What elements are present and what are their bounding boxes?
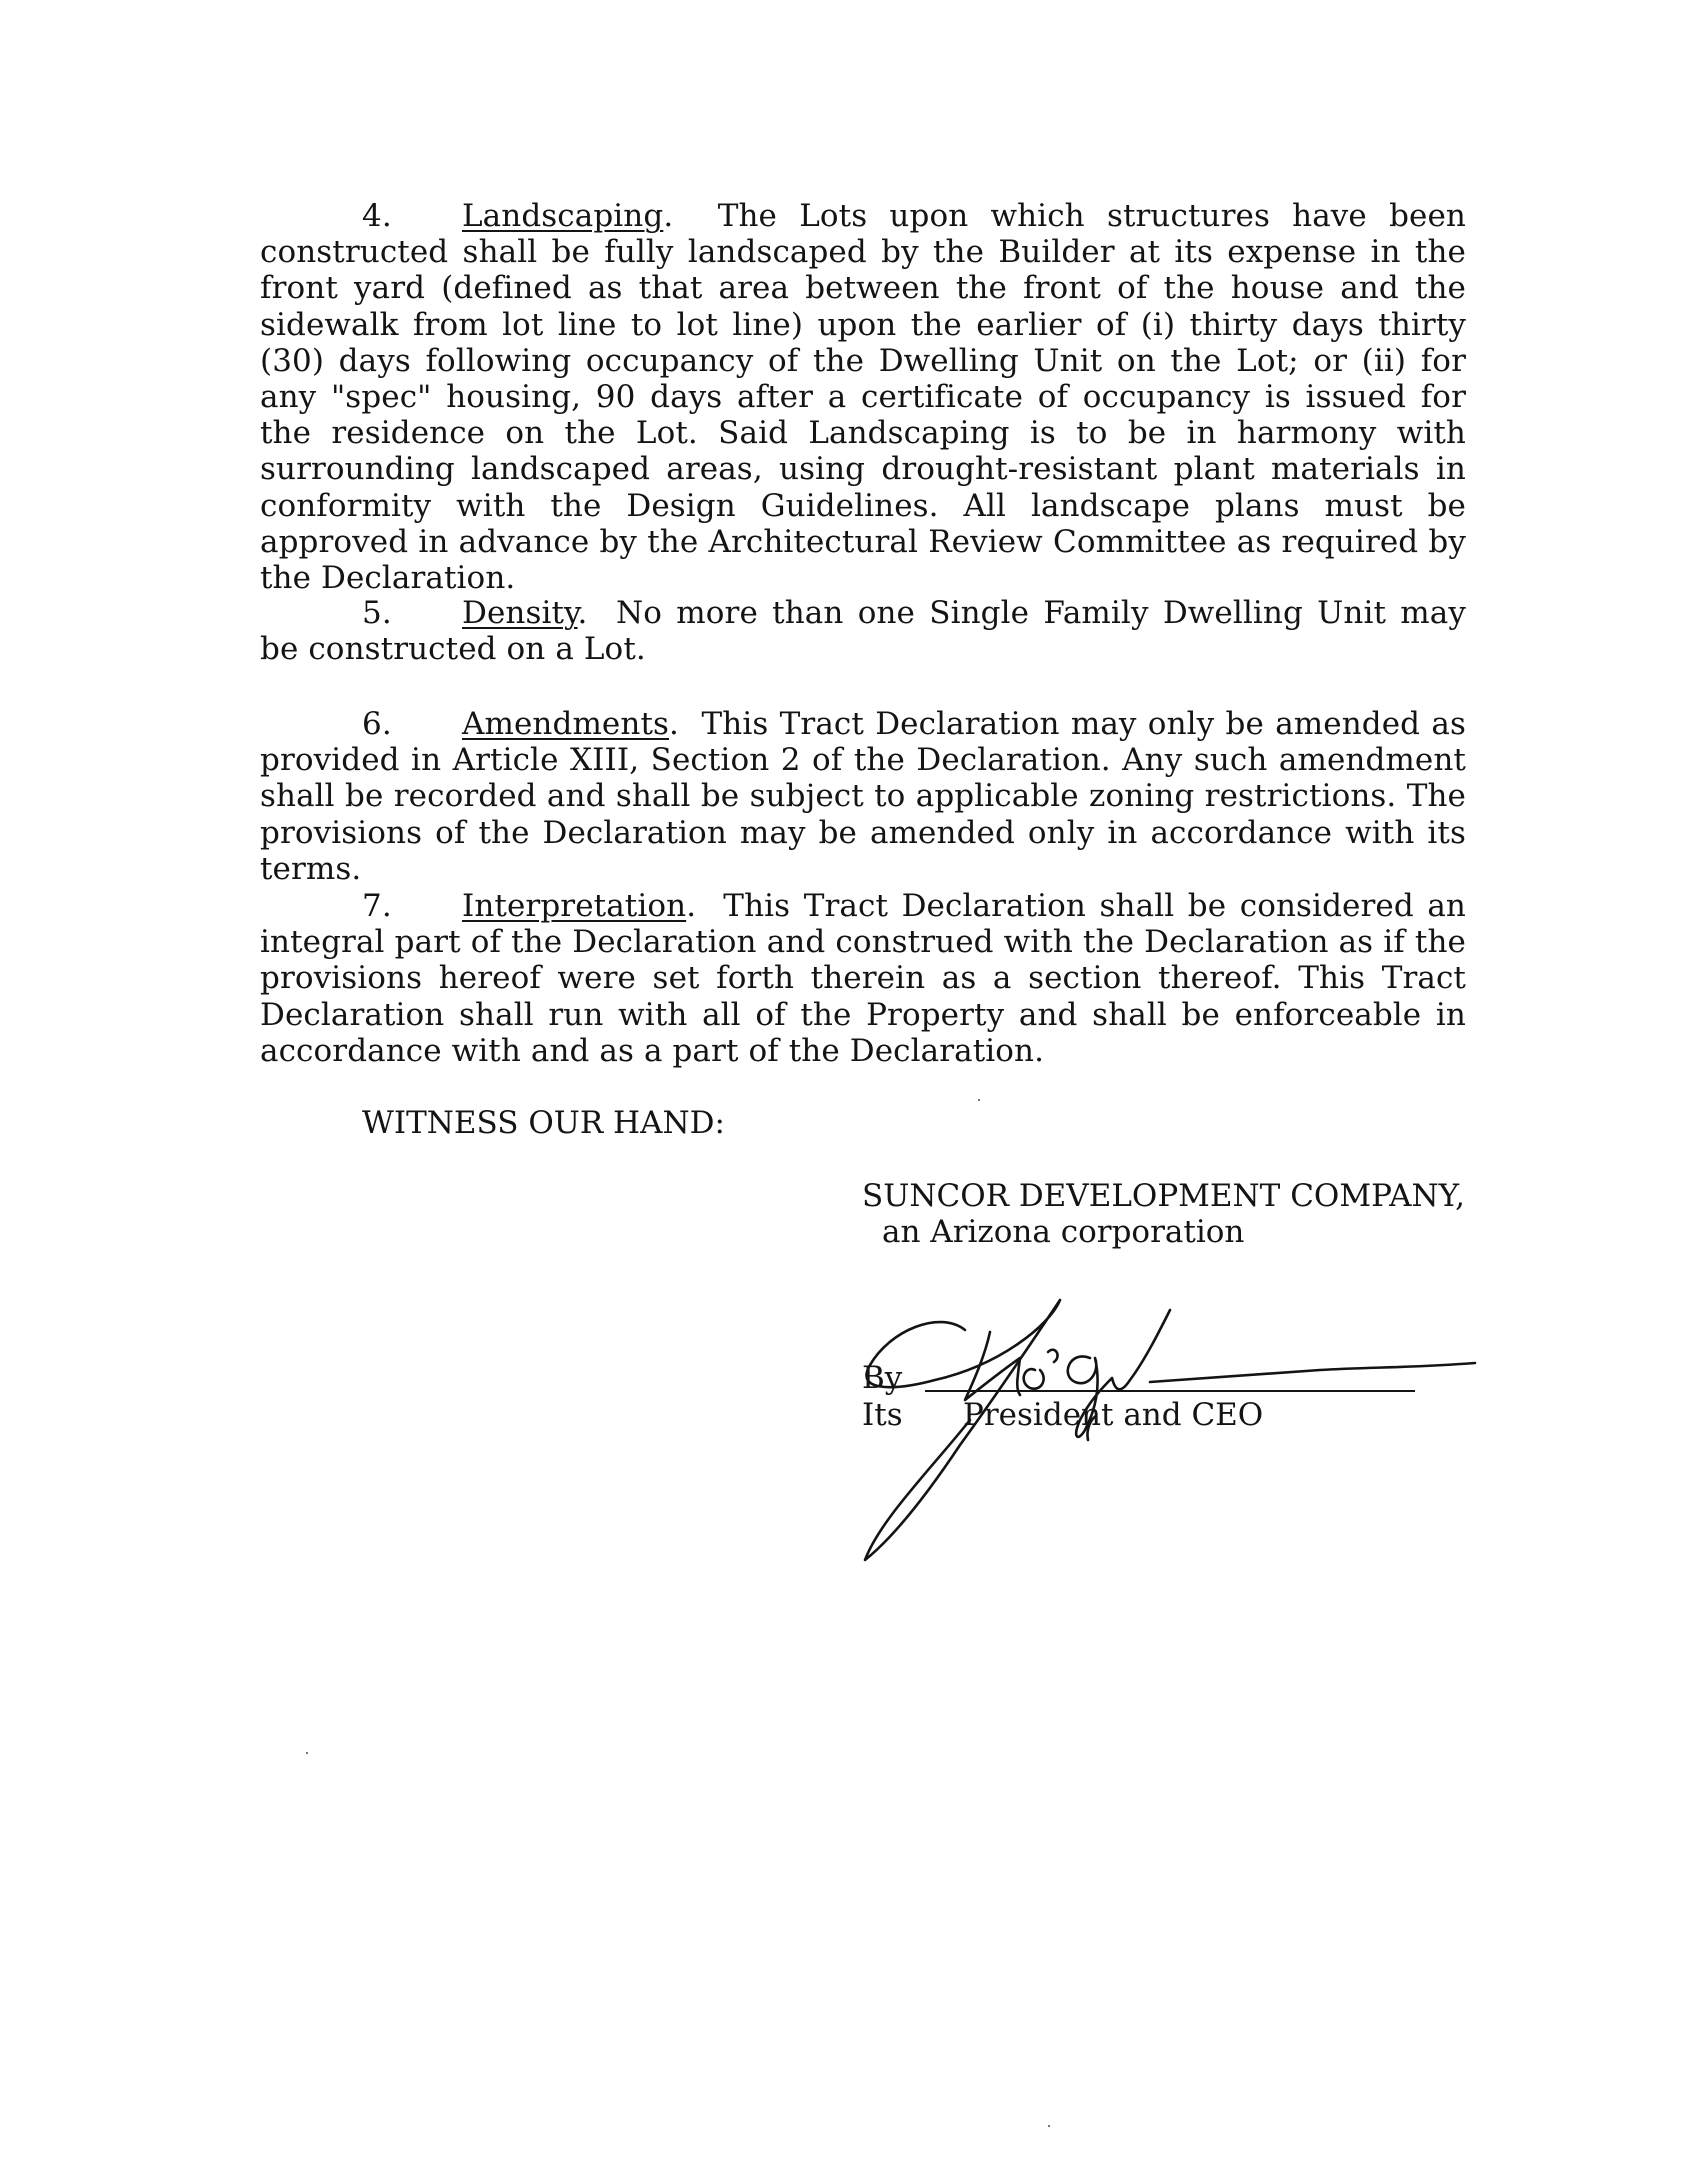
paragraph-7: 7. Interpretation. This Tract Declaration shall be considered an integral part of the Declaration and construed with the Declaration as if the provisions hereof were set forth therein as a section thereof. This Tract Declaration shall run with all of the Property and shall be enforceable in accordance with and as a part of the Declaration. (260, 888, 1466, 1069)
company-block (862, 1178, 1465, 1250)
paragraph-text: No more than one Single Family Dwelling Unit may be constructed on a Lot. (260, 595, 1466, 668)
scan-speck (1048, 2125, 1050, 2127)
paragraph-number: 7. (362, 888, 392, 924)
handwritten-signature (850, 1270, 1480, 1570)
witness-line: WITNESS OUR HAND: (362, 1105, 725, 1141)
scan-speck (306, 1752, 308, 1754)
its-label: Its (862, 1397, 903, 1433)
paragraph-heading: Landscaping (462, 198, 664, 234)
paragraph-heading: Amendments (462, 706, 670, 742)
company-type: an Arizona corporation (882, 1214, 1245, 1250)
paragraph-text: This Tract Declaration shall be considered an integral part of the Declaration and construed with the Declaration as if the provisions hereof were set forth therein as a section thereof. This Tract Declaration shall run with all of the Property and shall be enforceable in accordance with and as a part of the Declaration. (260, 888, 1466, 1069)
company-name: SUNCOR DEVELOPMENT COMPANY, (862, 1178, 1465, 1214)
paragraph-text: This Tract Declaration may only be amended as provided in Article XIII, Section 2 of the Declaration. Any such amendment shall be recorded and shall be subject to applicable zoning restrictions. The provisions of the Declaration may be amended only in accordance with its terms. (260, 706, 1466, 887)
paragraph-text: The Lots upon which structures have been constructed shall be fully landscaped by the Builder at its expense in the front yard (defined as that area between the front of the house and the sidewalk from lot line to lot line) upon the earlier of (i) thirty days thirty (30) days following occupancy of the Dwelling Unit on the Lot; or (ii) for any "spec" housing, 90 days after a certificate of occupancy is issued for the residence on the Lot. Said Landscaping is to be in harmony with surrounding landscaped areas, using drought-resistant plant materials in conformity with the Design Guidelines. All landscape plans must be approved in advance by the Architectural Review Committee as required by the Declaration. (260, 198, 1466, 597)
paragraph-number: 4. (362, 198, 392, 234)
paragraph-5: 5. Density. No more than one Single Family Dwelling Unit may be constructed on a Lot. (260, 595, 1466, 668)
scan-speck (978, 1099, 980, 1101)
paragraph-6: 6. Amendments. This Tract Declaration may only be amended as provided in Article XIII, Section 2 of the Declaration. Any such amendment shall be recorded and shall be subject to applicable zoning restrictions. The provisions of the Declaration may be amended only in accordance with its terms. (260, 706, 1466, 887)
paragraph-number: 5. (362, 595, 392, 631)
signer-title: President and CEO (963, 1397, 1264, 1433)
paragraph-4: 4. Landscaping. The Lots upon which structures have been constructed shall be fully landscaped by the Builder at its expense in the front yard (defined as that area between the front of the house and the sidewalk from lot line to lot line) upon the earlier of (i) thirty days thirty (30) days following occupancy of the Dwelling Unit on the Lot; or (ii) for any "spec" housing, 90 days after a certificate of occupancy is issued for the residence on the Lot. Said Landscaping is to be in harmony with surrounding landscaped areas, using drought-resistant plant materials in conformity with the Design Guidelines. All landscape plans must be approved in advance by the Architectural Review Committee as required by the Declaration. (260, 198, 1466, 597)
by-label: By (862, 1360, 903, 1396)
paragraph-number: 6. (362, 706, 392, 742)
paragraph-heading: Interpretation (462, 888, 687, 924)
paragraph-heading: Density (462, 595, 578, 631)
